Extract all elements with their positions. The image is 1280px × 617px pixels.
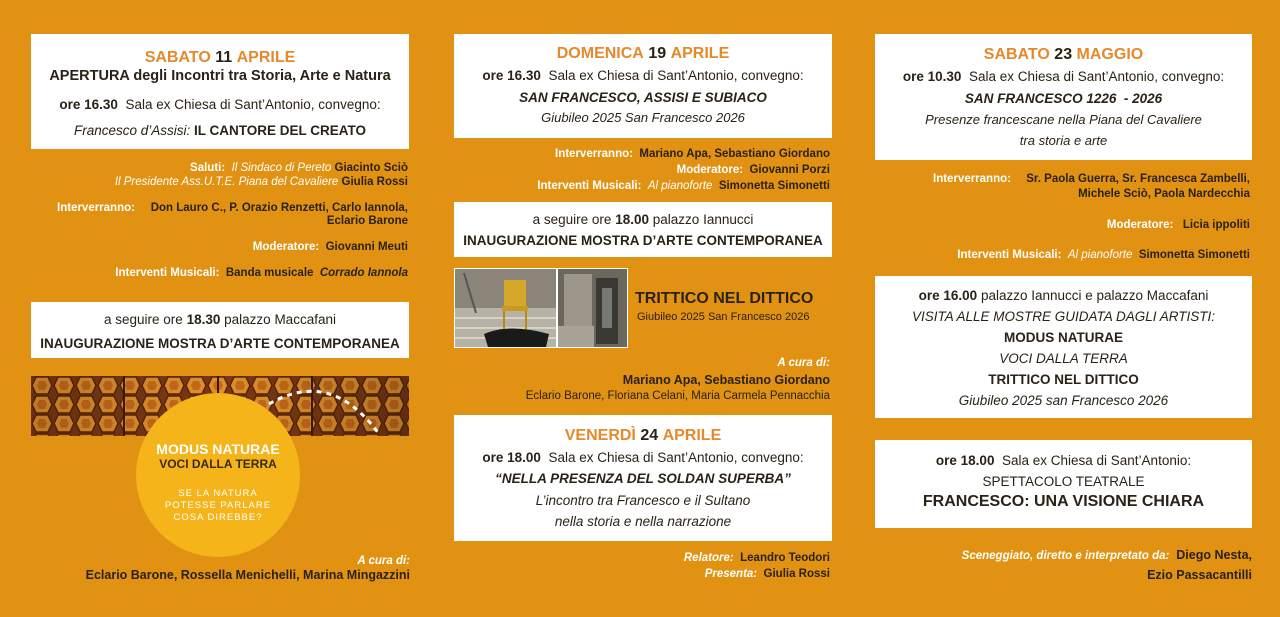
- moderatore-line: Moderatore: Licia ippoliti: [1106, 219, 1250, 231]
- visit-show-2-sub: Giubileo 2025 san Francesco 2026: [958, 393, 1169, 408]
- musica-line: Interventi Musicali: Al pianoforte Simonetta Simonetti: [537, 180, 830, 192]
- saluti-line1: Saluti: Il Sindaco di Pereto Giacinto Sciò: [190, 162, 408, 174]
- event-time-place: ore 16.30 Sala ex Chiesa di Sant’Antonio, convegno:: [482, 68, 804, 83]
- circle-question-1: SE LA NATURA: [178, 488, 258, 499]
- credit-line1: Sceneggiato, diretto e interpretato da: Diego Nesta,: [961, 548, 1252, 562]
- visit-show-2: TRITTICO NEL DITTICO: [988, 372, 1139, 387]
- follow-title: INAUGURAZIONE MOSTRA D’ARTE CONTEMPORANEA: [463, 233, 823, 248]
- event-card-apr11: [31, 34, 409, 149]
- interverranno-line: Interverranno: Mariano Apa, Sebastiano Giordano: [555, 148, 830, 160]
- talk-line-1: L’incontro tra Francesco e il Sultano: [535, 493, 751, 508]
- visit-title: VISITA ALLE MOSTRE GUIDATA DAGLI ARTISTI:: [911, 309, 1216, 324]
- visit-card: [875, 276, 1252, 418]
- visit-show-1: MODUS NATURAE: [1004, 330, 1123, 345]
- talk-line-2: tra storia e arte: [1019, 133, 1108, 148]
- follow-title: INAUGURAZIONE MOSTRA D’ARTE CONTEMPORANEA: [40, 336, 400, 351]
- credit-line2: Ezio Passacantilli: [1147, 568, 1252, 582]
- show-time-place: ore 18.00 Sala ex Chiesa di Sant’Antonio:: [935, 453, 1192, 468]
- event-card-apr19: [454, 34, 832, 138]
- circle-question-2: POTESSE PARLARE: [164, 500, 272, 511]
- talk-subtitle: Giubileo 2025 San Francesco 2026: [541, 110, 745, 125]
- event-date: SABATO 23 MAGGIO: [983, 46, 1144, 63]
- interverranno-label: Interverranno:: [933, 173, 1011, 185]
- exhibition-photos: [454, 268, 628, 348]
- musica-line: Interventi Musicali: Al pianoforte Simonetta Simonetti: [957, 249, 1250, 261]
- visit-time-place: ore 16.00 palazzo Iannucci e palazzo Maccafani: [918, 288, 1209, 303]
- circle-question-3: COSA DIREBBE?: [173, 512, 263, 523]
- event-card-may23: [875, 34, 1252, 160]
- talk-title: Francesco d’Assisi: IL CANTORE DEL CREATO: [73, 123, 367, 138]
- cura-names-1: Eclario Barone, Rossella Menichelli, Marina Mingazzini: [85, 568, 410, 582]
- event-card-apr24: [454, 415, 832, 541]
- moderatore-line: Moderatore: Giovanni Meuti: [252, 241, 408, 253]
- circle-title: MODUS NATURAE: [156, 441, 280, 457]
- cura-label-1: A cura di:: [357, 555, 410, 567]
- musica-line: Interventi Musicali: Banda musicale Corrado Iannola: [115, 267, 408, 279]
- event-time-place: ore 10.30 Sala ex Chiesa di Sant’Antonio, convegno:: [902, 69, 1225, 84]
- event-date: DOMENICA 19 APRILE: [556, 45, 730, 62]
- event-time-place: ore 18.00 Sala ex Chiesa di Sant’Antonio, convegno:: [482, 450, 804, 465]
- event-date: SABATO 11 APRILE: [144, 49, 296, 66]
- follow-card-2: [454, 202, 832, 257]
- show-card: [875, 440, 1252, 528]
- event-date: VENERDÌ 24 APRILE: [564, 427, 722, 444]
- modus-naturae-circle: [136, 393, 300, 557]
- talk-title: SAN FRANCESCO, ASSISI E SUBIACO: [519, 90, 767, 105]
- cura-names-2b: Eclario Barone, Floriana Celani, Maria Carmela Pennacchia: [525, 390, 830, 402]
- saluti-line2: Il Presidente Ass.U.T.E. Piana del Cavaliere Giulia Rossi: [114, 176, 408, 188]
- follow-card-1: [31, 302, 409, 358]
- talk-line-2: nella storia e nella narrazione: [554, 514, 732, 529]
- relatore-line: Relatore: Leandro Teodori: [683, 552, 830, 564]
- interverranno-names1: Don Lauro C., P. Orazio Renzetti, Carlo Iannola,: [150, 202, 408, 214]
- talk-title: “NELLA PRESENZA DEL SOLDAN SUPERBA”: [495, 471, 791, 486]
- cura-label-2: A cura di:: [777, 357, 830, 369]
- event-title: APERTURA degli Incontri tra Storia, Arte e Natura: [49, 68, 391, 84]
- follow-time-place: a seguire ore 18.30 palazzo Maccafani: [104, 312, 336, 327]
- interverranno-names1: Sr. Paola Guerra, Sr. Francesca Zambelli,: [1026, 173, 1250, 185]
- event-time-place: ore 16.30 Sala ex Chiesa di Sant’Antonio, convegno:: [59, 97, 381, 112]
- trittico-subtitle: Giubileo 2025 San Francesco 2026: [637, 311, 810, 323]
- show-type: SPETTACOLO TEATRALE: [982, 474, 1145, 489]
- talk-title: SAN FRANCESCO 1226 - 2026: [964, 91, 1163, 106]
- circle-subtitle: VOCI DALLA TERRA: [159, 457, 277, 471]
- interverranno-label: Interverranno:: [57, 202, 135, 214]
- interverranno-names2: Eclario Barone: [326, 215, 408, 227]
- follow-time-place: a seguire ore 18.00 palazzo Iannucci: [532, 212, 754, 227]
- show-title: FRANCESCO: UNA VISIONE CHIARA: [922, 493, 1205, 510]
- cura-names-2a: Mariano Apa, Sebastiano Giordano: [622, 373, 830, 387]
- interverranno-names2: Michele Sciò, Paola Nardecchia: [1078, 188, 1250, 200]
- trittico-title: TRITTICO NEL DITTICO: [635, 290, 814, 307]
- moderatore-line: Moderatore: Giovanni Porzi: [676, 164, 830, 176]
- talk-line-1: Presenze francescane nella Piana del Cavaliere: [925, 112, 1202, 127]
- presenta-line: Presenta: Giulia Rossi: [704, 568, 830, 580]
- visit-show-1-sub: VOCI DALLA TERRA: [999, 351, 1128, 366]
